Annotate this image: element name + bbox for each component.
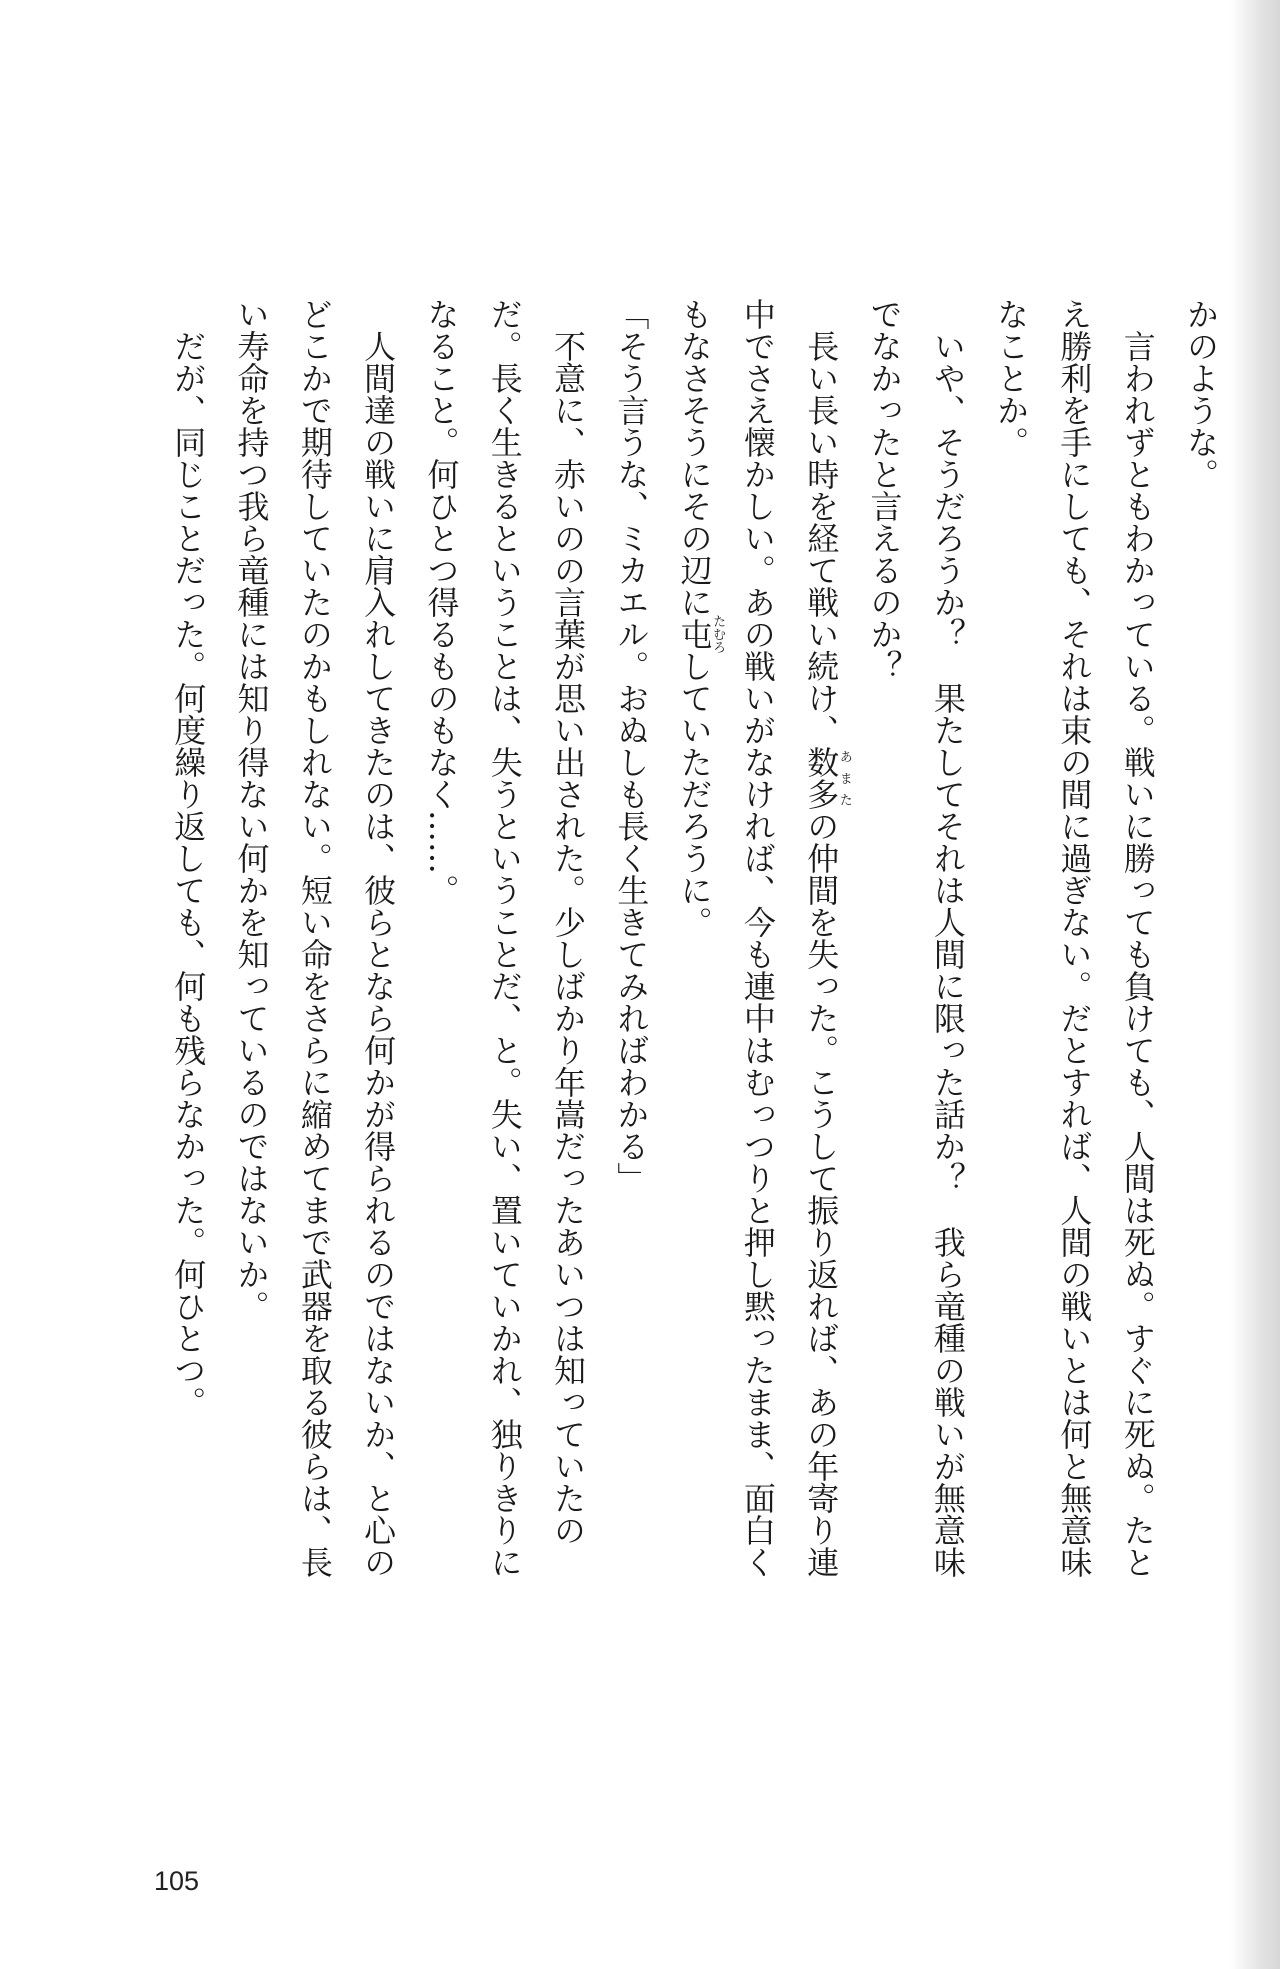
ruby-word xyxy=(675,614,726,654)
text-line: 言われずともわかっている。戦いに勝っても負けても、人間は死ぬ。すぐに死ぬ。たと xyxy=(1118,298,1157,1578)
text-line: だ。長く生きるということは、失うということだ、と。失い、置いていかれ、独りきりに xyxy=(485,298,524,1578)
ruby-reading: あまた xyxy=(836,746,852,810)
text-line: どこかで期待していたのかもしれない。短い命をさらに縮めてまで武器を取る彼らは、長 xyxy=(295,298,334,1578)
text-line: なること。何ひとつ得るものもなく……。 xyxy=(422,298,461,906)
text-line: え勝利を手にしても、それは束の間に過ぎない。だとすれば、人間の戦いとは何と無意味 xyxy=(1055,298,1094,1578)
text-line: 人間達の戦いに肩入れしてきたのは、彼らとなら何かが得られるのではないか、と心の xyxy=(359,298,398,1578)
text-line: 中でさえ懐かしい。あの戦いがなければ、今も連中はむっつりと押し黙ったまま、面白く xyxy=(738,298,777,1578)
text-line: い寿命を持つ我ら竜種には知り得ない何かを知っているのではないか。 xyxy=(232,298,271,1322)
text-line xyxy=(789,298,852,1598)
text-segment: の仲間を失った。こうして振り返れば、あの年寄り連 xyxy=(802,810,841,1578)
vertical-text-body xyxy=(112,298,1232,1598)
ruby-base: 屯 xyxy=(675,614,714,654)
text-line: だが、同じことだった。何度繰り返しても、何も残らなかった。何ひとつ。 xyxy=(169,298,208,1418)
ruby-reading: たむろ xyxy=(710,614,726,654)
text-line: かのような。 xyxy=(1182,298,1220,490)
page-number: 105 xyxy=(154,1866,200,1896)
text-segment: もなさそうにその辺に xyxy=(675,298,714,618)
text-segment: 長い長い時を経て戦い続け、 xyxy=(802,298,841,746)
text-line: いや、そうだろうか？ 果たしてそれは人間に限った話か？ 我ら竜種の戦いが無意味 xyxy=(928,298,967,1578)
text-line: 不意に、赤いのの言葉が思い出された。少しばかり年嵩だったあいつは知っていたの xyxy=(549,298,588,1546)
text-line xyxy=(662,298,725,1598)
text-segment: していただろうに。 xyxy=(675,650,714,938)
text-line: 「そう言うな、ミカエル。おぬしも長く生きてみればわかる」 xyxy=(612,298,651,1194)
text-line: でなかったと言えるのか？ xyxy=(865,298,904,682)
ruby-word xyxy=(802,746,852,810)
ruby-base: 数多 xyxy=(802,746,841,810)
page-edge-shadow xyxy=(1230,0,1280,1969)
text-line: なことか。 xyxy=(992,298,1031,458)
